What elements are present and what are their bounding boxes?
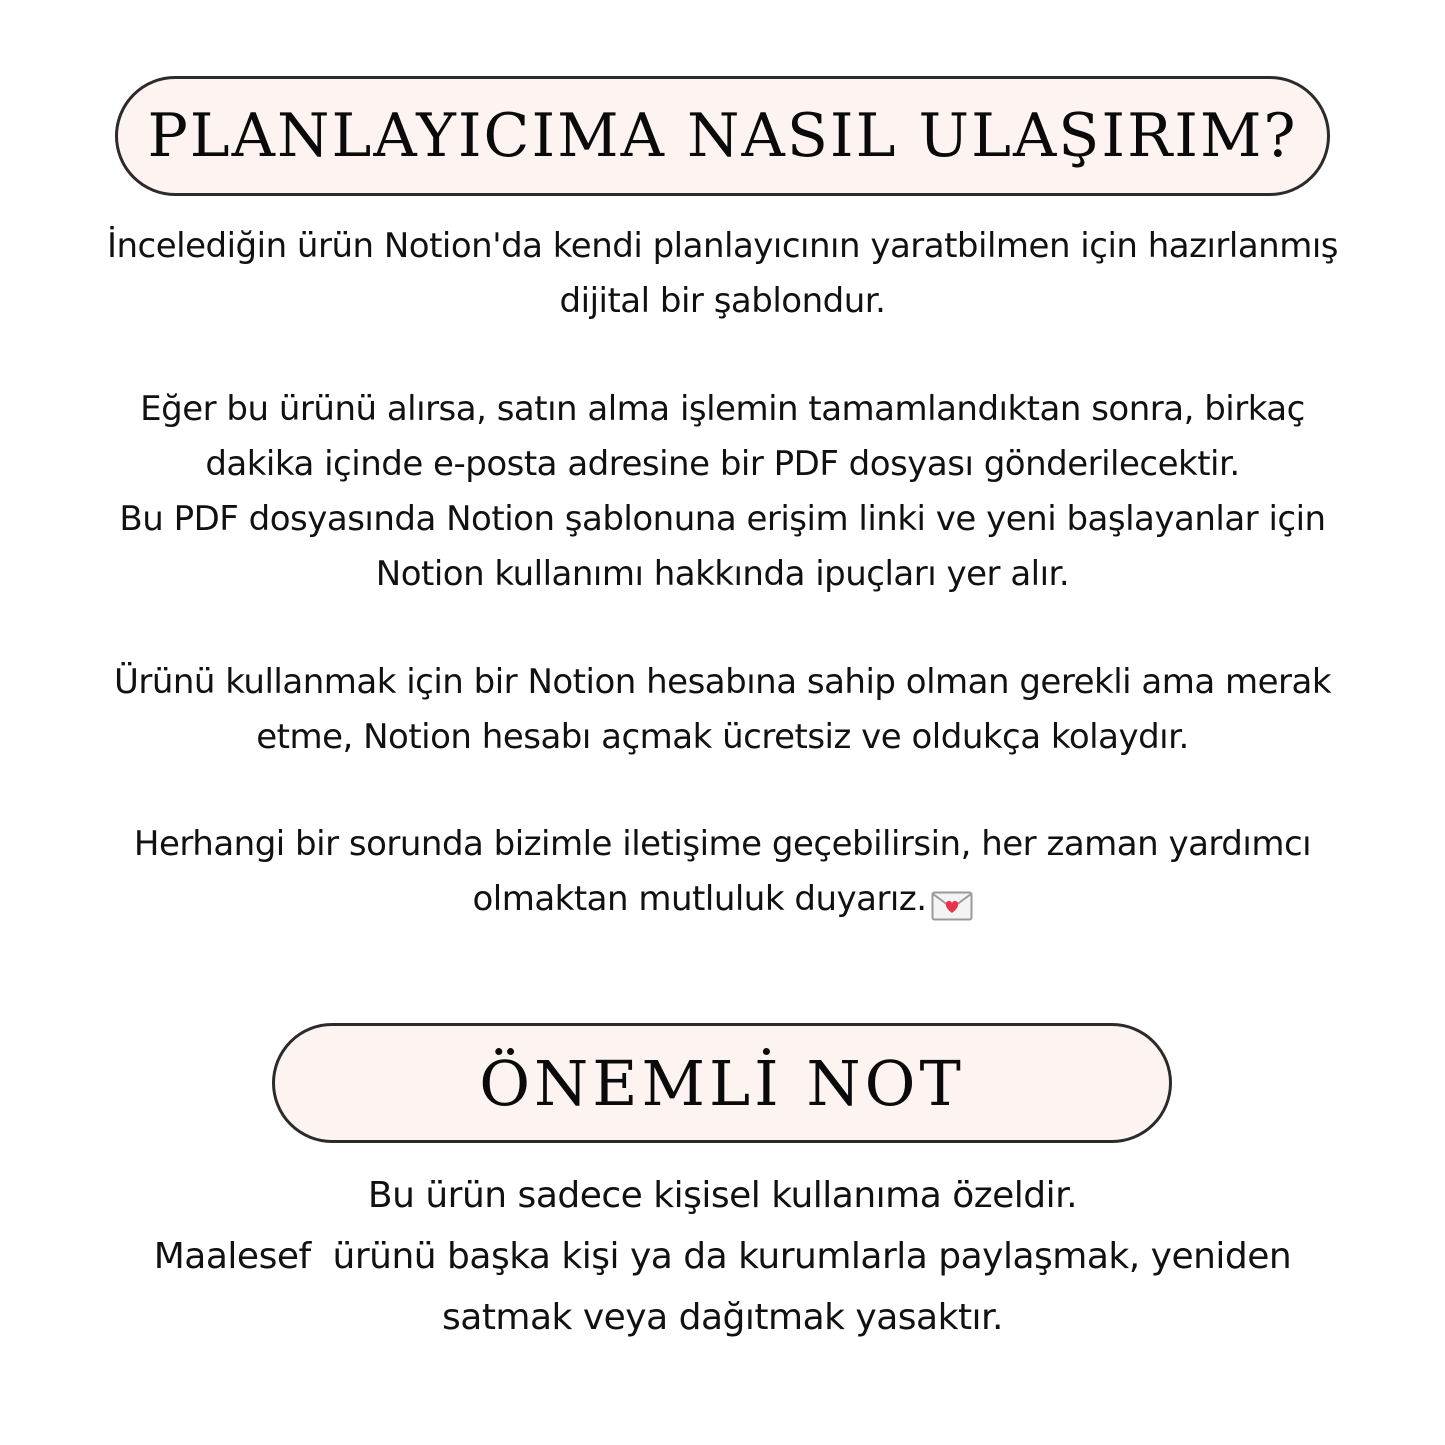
support-line-2: olmaktan mutluluk duyarız. [472, 879, 927, 919]
support-line-2-wrap [40, 872, 1405, 927]
note-title: ÖNEMLİ NOT [479, 1046, 965, 1120]
note-paragraph [40, 1165, 1405, 1348]
intro-line-1: İncelediğin ürün Notion'da kendi planlayıcının yaratbilmen için hazırlanmış [106, 226, 1339, 266]
delivery-line-2: dakika içinde e-posta adresine bir PDF dosyası gönderilecektir. [205, 444, 1240, 484]
delivery-line-1: Eğer bu ürünü alırsa, satın alma işlemin tamamlandıktan sonra, birkaç [140, 389, 1305, 429]
note-line-2: Maalesef ürünü başka kişi ya da kurumlarla paylaşmak, yeniden [153, 1236, 1292, 1277]
intro-line-2: dijital bir şablondur. [559, 281, 886, 321]
delivery-line-3: Bu PDF dosyasında Notion şablonuna erişim linki ve yeni başlayanlar için [119, 499, 1326, 539]
love-letter-icon [931, 883, 973, 913]
account-paragraph [40, 655, 1405, 765]
account-line-1: Ürünü kullanmak için bir Notion hesabına sahip olman gerekli ama merak [113, 662, 1332, 702]
page-title: PLANLAYICIMA NASIL ULAŞIRIM? [147, 101, 1298, 171]
account-line-2: etme, Notion hesabı açmak ücretsiz ve oldukça kolaydır. [256, 717, 1189, 757]
note-banner [272, 1023, 1172, 1143]
delivery-paragraph [40, 382, 1405, 602]
title-banner [115, 76, 1330, 196]
support-line-1: Herhangi bir sorunda bizimle iletişime geçebilirsin, her zaman yardımcı [133, 824, 1312, 864]
intro-paragraph [40, 219, 1405, 329]
note-line-1: Bu ürün sadece kişisel kullanıma özeldir. [367, 1175, 1078, 1216]
support-paragraph [40, 817, 1405, 927]
note-line-3: satmak veya dağıtmak yasaktır. [442, 1297, 1003, 1338]
delivery-line-4: Notion kullanımı hakkında ipuçları yer alır. [375, 554, 1070, 594]
